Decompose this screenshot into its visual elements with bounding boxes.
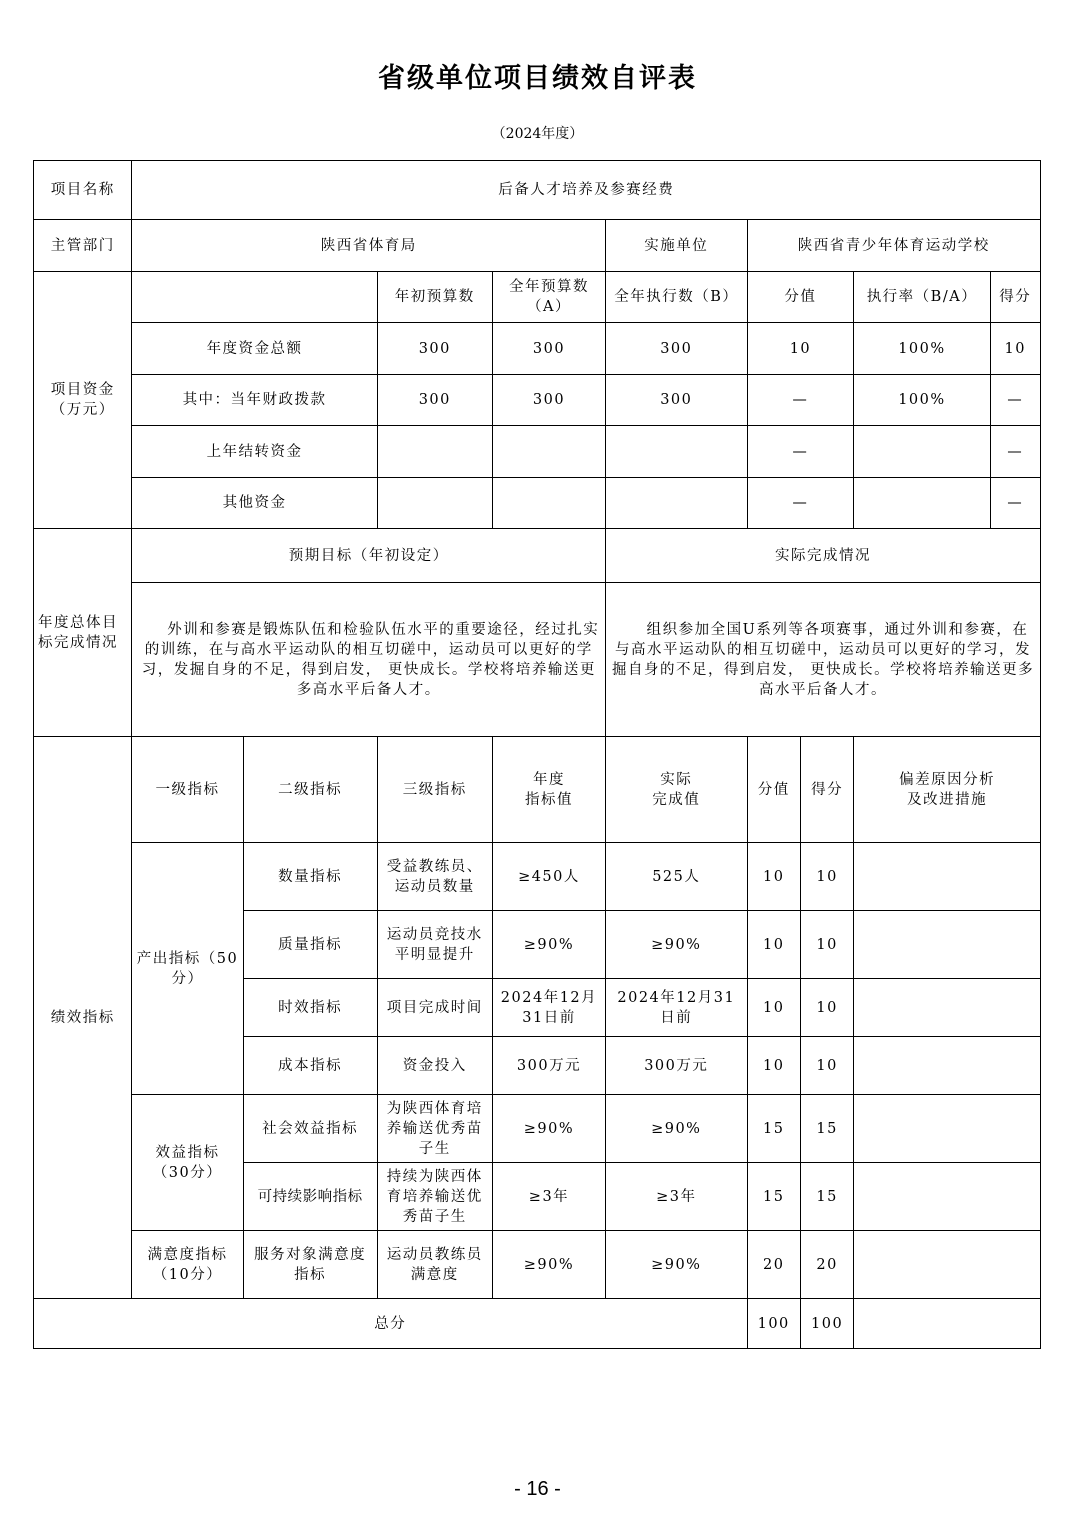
funds-row-label: 其中：当年财政拨款 [132,375,377,426]
perf-deviation [854,1231,1041,1299]
perf-header-level3: 三级指标 [377,737,492,843]
total-deviation [854,1299,1041,1349]
page-number: - 16 - [514,1478,561,1500]
perf-group-satisfaction: 满意度指标 （10分） [132,1231,243,1299]
funds-score: 10 [990,323,1040,375]
perf-actual: ≥90% [606,911,747,979]
dept-label: 主管部门 [34,220,132,272]
perf-actual: ≥90% [606,1231,747,1299]
funds-executed: 300 [606,323,747,375]
perf-score: 15 [800,1163,853,1231]
perf-header-level1: 一级指标 [132,737,243,843]
funds-row [34,323,1041,375]
perf-deviation [854,1163,1041,1231]
impl-unit-value: 陕西省青少年体育运动学校 [747,220,1041,272]
goals-actual-text: 组织参加全国U系列等各项赛事，通过外训和参赛，在与高水平运动队的相互切磋中，运动员可以更好的学习，发掘自身的不足，得到启发， 更快成长。学校将培养输送更多高水平后备人才。 [606,583,1041,737]
funds-rate: 100% [854,375,990,426]
perf-score-value: 15 [747,1163,800,1231]
goals-expected-text: 外训和参赛是锻炼队伍和检验队伍水平的重要途径，经过扎实的训练，在与高水平运动队的相互切磋中，运动员可以更好的学习，发掘自身的不足，得到启发， 更快成长。学校将培养输送更多高水平后备人才。 [132,583,606,737]
funds-annual [492,478,605,529]
perf-level3: 运动员教练员满意度 [377,1231,492,1299]
perf-target: 300万元 [492,1037,605,1095]
funds-header-blank [132,272,377,323]
funds-rate [854,478,990,529]
perf-level3: 持续为陕西体育培养输送优秀苗子生 [377,1163,492,1231]
perf-score: 10 [800,979,853,1037]
funds-initial: 300 [377,375,492,426]
perf-level3: 项目完成时间 [377,979,492,1037]
perf-actual: ≥3年 [606,1163,747,1231]
perf-level3: 为陕西体育培养输送优秀苗子生 [377,1095,492,1163]
funds-row [34,375,1041,426]
perf-level2: 社会效益指标 [243,1095,377,1163]
perf-group-output: 产出指标（50分） [132,843,243,1095]
funds-score-value: — [747,375,854,426]
perf-header-score-value: 分值 [747,737,800,843]
funds-annual: 300 [492,323,605,375]
perf-header-actual: 实际 完成值 [606,737,747,843]
perf-score-value: 10 [747,843,800,911]
total-score-value: 100 [747,1299,800,1349]
funds-initial [377,478,492,529]
funds-executed [606,478,747,529]
funds-score: — [990,375,1040,426]
funds-initial: 300 [377,323,492,375]
funds-row [34,478,1041,529]
perf-target: ≥90% [492,1231,605,1299]
project-name-label: 项目名称 [34,161,132,220]
perf-level3: 受益教练员、运动员数量 [377,843,492,911]
self-evaluation-table [33,160,1041,1349]
perf-score: 10 [800,1037,853,1095]
goals-actual-header: 实际完成情况 [606,529,1041,583]
perf-level2: 服务对象满意度指标 [243,1231,377,1299]
perf-target: ≥90% [492,1095,605,1163]
funds-score: — [990,426,1040,478]
perf-level3: 资金投入 [377,1037,492,1095]
perf-actual: 2024年12月31日前 [606,979,747,1037]
funds-executed [606,426,747,478]
perf-level2: 质量指标 [243,911,377,979]
funds-row-label: 其他资金 [132,478,377,529]
perf-level2: 时效指标 [243,979,377,1037]
perf-score-value: 10 [747,979,800,1037]
table-row [34,1231,1041,1299]
funds-header-rate: 执行率（B/A） [854,272,990,323]
perf-header-deviation: 偏差原因分析 及改进措施 [854,737,1041,843]
funds-header-initial: 年初预算数 [377,272,492,323]
funds-annual [492,426,605,478]
performance-label: 绩效指标 [34,737,132,1299]
funds-label: 项目资金 （万元） [34,272,132,529]
perf-score-value: 20 [747,1231,800,1299]
funds-score: — [990,478,1040,529]
perf-deviation [854,911,1041,979]
funds-score-value: 10 [747,323,854,375]
perf-target: ≥3年 [492,1163,605,1231]
perf-actual: ≥90% [606,1095,747,1163]
perf-score-value: 10 [747,1037,800,1095]
project-name-value: 后备人才培养及参赛经费 [132,161,1041,220]
perf-target: ≥450人 [492,843,605,911]
perf-score: 15 [800,1095,853,1163]
perf-header-level2: 二级指标 [243,737,377,843]
perf-header-score: 得分 [800,737,853,843]
funds-header-executed: 全年执行数（B） [606,272,747,323]
funds-row [34,426,1041,478]
funds-score-value: — [747,478,854,529]
total-score: 100 [800,1299,853,1349]
perf-level2: 成本指标 [243,1037,377,1095]
perf-score: 10 [800,911,853,979]
funds-rate: 100% [854,323,990,375]
table-row [34,1095,1041,1163]
perf-level3: 运动员竞技水平明显提升 [377,911,492,979]
perf-score-value: 15 [747,1095,800,1163]
perf-group-benefit: 效益指标 （30分） [132,1095,243,1231]
funds-header-score-value: 分值 [747,272,854,323]
table-row [34,843,1041,911]
perf-target: ≥90% [492,911,605,979]
funds-header-annual: 全年预算数（A） [492,272,605,323]
funds-header-score: 得分 [990,272,1040,323]
perf-deviation [854,843,1041,911]
impl-unit-label: 实施单位 [606,220,747,272]
funds-score-value: — [747,426,854,478]
perf-actual: 525人 [606,843,747,911]
perf-actual: 300万元 [606,1037,747,1095]
dept-value: 陕西省体育局 [132,220,606,272]
funds-row-label: 上年结转资金 [132,426,377,478]
total-label: 总分 [34,1299,748,1349]
goals-expected-header: 预期目标（年初设定） [132,529,606,583]
perf-deviation [854,1095,1041,1163]
perf-header-target: 年度 指标值 [492,737,605,843]
funds-rate [854,426,990,478]
funds-annual: 300 [492,375,605,426]
funds-row-label: 年度资金总额 [132,323,377,375]
funds-initial [377,426,492,478]
page-title: 省级单位项目绩效自评表 [378,63,697,94]
report-year: （2024年度） [491,126,584,142]
perf-target: 2024年12月31日前 [492,979,605,1037]
total-row [34,1299,1041,1349]
perf-score: 20 [800,1231,853,1299]
perf-deviation [854,979,1041,1037]
perf-score: 10 [800,843,853,911]
perf-level2: 数量指标 [243,843,377,911]
funds-executed: 300 [606,375,747,426]
perf-score-value: 10 [747,911,800,979]
perf-deviation [854,1037,1041,1095]
goals-label: 年度总体目标完成情况 [34,529,132,737]
perf-level2: 可持续影响指标 [243,1163,377,1231]
